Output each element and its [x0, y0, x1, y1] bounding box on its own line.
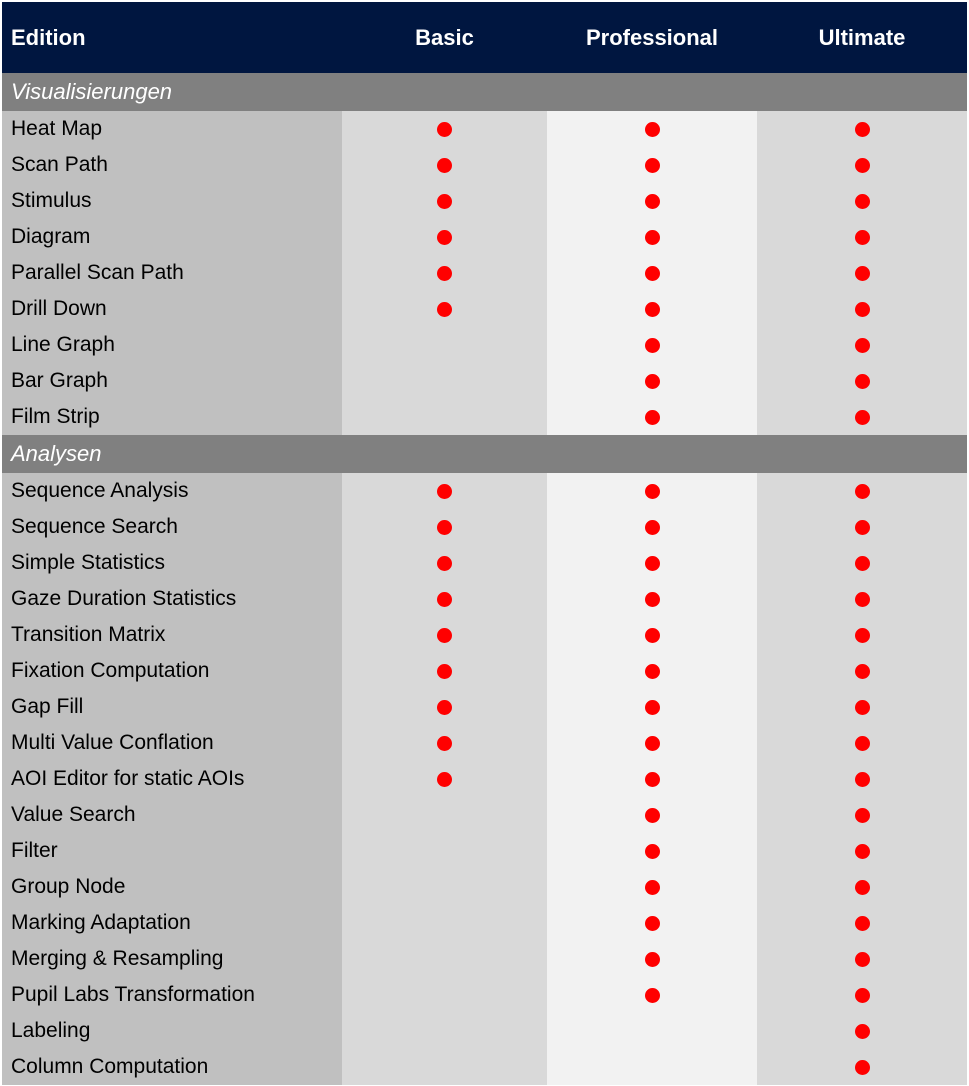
included-dot-icon — [855, 194, 870, 209]
included-dot-icon — [645, 194, 660, 209]
professional-cell — [547, 617, 757, 653]
feature-label: Gap Fill — [2, 689, 342, 725]
professional-cell — [547, 399, 757, 435]
feature-label: Value Search — [2, 797, 342, 833]
basic-cell — [342, 869, 547, 905]
ultimate-cell — [757, 1049, 967, 1085]
basic-cell — [342, 1049, 547, 1085]
included-dot-icon — [437, 520, 452, 535]
table-row — [2, 473, 967, 509]
basic-cell — [342, 473, 547, 509]
basic-cell — [342, 545, 547, 581]
table-row — [2, 399, 967, 435]
table-row — [2, 183, 967, 219]
feature-label: Pupil Labs Transformation — [2, 977, 342, 1013]
included-dot-icon — [855, 700, 870, 715]
included-dot-icon — [855, 628, 870, 643]
ultimate-cell — [757, 833, 967, 869]
basic-cell — [342, 363, 547, 399]
included-dot-icon — [645, 484, 660, 499]
included-dot-icon — [437, 230, 452, 245]
included-dot-icon — [645, 700, 660, 715]
feature-label: Scan Path — [2, 147, 342, 183]
ultimate-cell — [757, 905, 967, 941]
feature-label: Filter — [2, 833, 342, 869]
table-row — [2, 509, 967, 545]
basic-cell — [342, 689, 547, 725]
table-row — [2, 255, 967, 291]
included-dot-icon — [855, 772, 870, 787]
professional-cell — [547, 689, 757, 725]
included-dot-icon — [645, 808, 660, 823]
table-row — [2, 147, 967, 183]
included-dot-icon — [855, 1024, 870, 1039]
included-dot-icon — [855, 158, 870, 173]
table-row — [2, 689, 967, 725]
professional-cell — [547, 725, 757, 761]
header-row — [2, 2, 967, 73]
included-dot-icon — [645, 844, 660, 859]
section-title: Analysen — [11, 441, 102, 466]
feature-label: Heat Map — [2, 111, 342, 147]
ultimate-cell — [757, 725, 967, 761]
included-dot-icon — [855, 808, 870, 823]
feature-label: Column Computation — [2, 1049, 342, 1085]
professional-cell — [547, 1013, 757, 1049]
table-row — [2, 111, 967, 147]
table-row — [2, 581, 967, 617]
included-dot-icon — [855, 520, 870, 535]
included-dot-icon — [645, 302, 660, 317]
professional-cell — [547, 869, 757, 905]
ultimate-cell — [757, 653, 967, 689]
professional-cell — [547, 327, 757, 363]
included-dot-icon — [645, 556, 660, 571]
included-dot-icon — [855, 916, 870, 931]
feature-label: Marking Adaptation — [2, 905, 342, 941]
included-dot-icon — [855, 988, 870, 1003]
table-row — [2, 869, 967, 905]
included-dot-icon — [645, 664, 660, 679]
table-row — [2, 653, 967, 689]
feature-label: Labeling — [2, 1013, 342, 1049]
feature-label: AOI Editor for static AOIs — [2, 761, 342, 797]
included-dot-icon — [855, 736, 870, 751]
included-dot-icon — [645, 988, 660, 1003]
table-row — [2, 291, 967, 327]
feature-label: Stimulus — [2, 183, 342, 219]
ultimate-cell — [757, 689, 967, 725]
basic-cell — [342, 219, 547, 255]
included-dot-icon — [437, 700, 452, 715]
included-dot-icon — [855, 556, 870, 571]
basic-cell — [342, 291, 547, 327]
table-row — [2, 905, 967, 941]
included-dot-icon — [437, 158, 452, 173]
included-dot-icon — [855, 484, 870, 499]
feature-label: Drill Down — [2, 291, 342, 327]
professional-cell — [547, 255, 757, 291]
ultimate-cell — [757, 291, 967, 327]
included-dot-icon — [855, 374, 870, 389]
professional-cell — [547, 111, 757, 147]
ultimate-cell — [757, 941, 967, 977]
table-row — [2, 977, 967, 1013]
included-dot-icon — [855, 302, 870, 317]
ultimate-cell — [757, 255, 967, 291]
included-dot-icon — [645, 628, 660, 643]
included-dot-icon — [645, 592, 660, 607]
professional-cell — [547, 363, 757, 399]
included-dot-icon — [645, 266, 660, 281]
basic-cell — [342, 509, 547, 545]
header-basic: Basic — [415, 24, 474, 50]
professional-cell — [547, 545, 757, 581]
ultimate-cell — [757, 363, 967, 399]
feature-label: Parallel Scan Path — [2, 255, 342, 291]
included-dot-icon — [437, 592, 452, 607]
table-row — [2, 797, 967, 833]
header-edition: Edition — [11, 24, 86, 50]
ultimate-cell — [757, 111, 967, 147]
included-dot-icon — [645, 916, 660, 931]
feature-label: Fixation Computation — [2, 653, 342, 689]
included-dot-icon — [855, 122, 870, 137]
included-dot-icon — [437, 736, 452, 751]
included-dot-icon — [645, 952, 660, 967]
section-header — [2, 435, 967, 473]
feature-label: Sequence Analysis — [2, 473, 342, 509]
included-dot-icon — [437, 302, 452, 317]
basic-cell — [342, 1013, 547, 1049]
ultimate-cell — [757, 399, 967, 435]
ultimate-cell — [757, 869, 967, 905]
included-dot-icon — [855, 230, 870, 245]
section-title: Visualisierungen — [11, 79, 173, 104]
professional-cell — [547, 219, 757, 255]
table-row — [2, 725, 967, 761]
basic-cell — [342, 147, 547, 183]
professional-cell — [547, 761, 757, 797]
basic-cell — [342, 327, 547, 363]
ultimate-cell — [757, 581, 967, 617]
feature-label: Diagram — [2, 219, 342, 255]
included-dot-icon — [645, 880, 660, 895]
professional-cell — [547, 147, 757, 183]
ultimate-cell — [757, 327, 967, 363]
professional-cell — [547, 653, 757, 689]
basic-cell — [342, 653, 547, 689]
basic-cell — [342, 977, 547, 1013]
table-row — [2, 833, 967, 869]
section-header — [2, 73, 967, 111]
feature-label: Film Strip — [2, 399, 342, 435]
basic-cell — [342, 761, 547, 797]
included-dot-icon — [855, 664, 870, 679]
included-dot-icon — [645, 410, 660, 425]
table-body — [2, 73, 967, 1085]
included-dot-icon — [645, 338, 660, 353]
included-dot-icon — [437, 122, 452, 137]
included-dot-icon — [855, 410, 870, 425]
professional-cell — [547, 977, 757, 1013]
table-row — [2, 761, 967, 797]
ultimate-cell — [757, 473, 967, 509]
included-dot-icon — [437, 266, 452, 281]
feature-label: Line Graph — [2, 327, 342, 363]
ultimate-cell — [757, 1013, 967, 1049]
table-row — [2, 941, 967, 977]
basic-cell — [342, 725, 547, 761]
ultimate-cell — [757, 509, 967, 545]
ultimate-cell — [757, 761, 967, 797]
table-row — [2, 219, 967, 255]
included-dot-icon — [645, 230, 660, 245]
included-dot-icon — [855, 880, 870, 895]
feature-label: Multi Value Conflation — [2, 725, 342, 761]
professional-cell — [547, 1049, 757, 1085]
feature-label: Sequence Search — [2, 509, 342, 545]
included-dot-icon — [645, 772, 660, 787]
feature-label: Merging & Resampling — [2, 941, 342, 977]
included-dot-icon — [645, 736, 660, 751]
ultimate-cell — [757, 545, 967, 581]
ultimate-cell — [757, 617, 967, 653]
included-dot-icon — [437, 772, 452, 787]
ultimate-cell — [757, 147, 967, 183]
basic-cell — [342, 833, 547, 869]
included-dot-icon — [437, 194, 452, 209]
included-dot-icon — [437, 664, 452, 679]
feature-label: Gaze Duration Statistics — [2, 581, 342, 617]
professional-cell — [547, 473, 757, 509]
edition-comparison-table — [2, 2, 967, 1085]
header-ultimate: Ultimate — [818, 24, 906, 50]
basic-cell — [342, 183, 547, 219]
ultimate-cell — [757, 797, 967, 833]
header-professional: Professional — [585, 24, 719, 50]
basic-cell — [342, 399, 547, 435]
included-dot-icon — [855, 338, 870, 353]
included-dot-icon — [645, 520, 660, 535]
included-dot-icon — [645, 158, 660, 173]
basic-cell — [342, 941, 547, 977]
feature-label: Bar Graph — [2, 363, 342, 399]
basic-cell — [342, 581, 547, 617]
included-dot-icon — [437, 556, 452, 571]
included-dot-icon — [437, 628, 452, 643]
basic-cell — [342, 905, 547, 941]
feature-label: Transition Matrix — [2, 617, 342, 653]
basic-cell — [342, 617, 547, 653]
included-dot-icon — [645, 122, 660, 137]
professional-cell — [547, 833, 757, 869]
professional-cell — [547, 581, 757, 617]
professional-cell — [547, 941, 757, 977]
ultimate-cell — [757, 219, 967, 255]
professional-cell — [547, 905, 757, 941]
ultimate-cell — [757, 977, 967, 1013]
included-dot-icon — [855, 592, 870, 607]
table-row — [2, 545, 967, 581]
included-dot-icon — [855, 844, 870, 859]
basic-cell — [342, 797, 547, 833]
basic-cell — [342, 111, 547, 147]
included-dot-icon — [855, 952, 870, 967]
included-dot-icon — [645, 374, 660, 389]
professional-cell — [547, 509, 757, 545]
table-row — [2, 1049, 967, 1085]
table-row — [2, 363, 967, 399]
professional-cell — [547, 291, 757, 327]
included-dot-icon — [855, 266, 870, 281]
feature-label: Group Node — [2, 869, 342, 905]
table-row — [2, 1013, 967, 1049]
included-dot-icon — [855, 1060, 870, 1075]
feature-label: Simple Statistics — [2, 545, 342, 581]
table-row — [2, 617, 967, 653]
table-row — [2, 327, 967, 363]
professional-cell — [547, 797, 757, 833]
ultimate-cell — [757, 183, 967, 219]
basic-cell — [342, 255, 547, 291]
included-dot-icon — [437, 484, 452, 499]
professional-cell — [547, 183, 757, 219]
